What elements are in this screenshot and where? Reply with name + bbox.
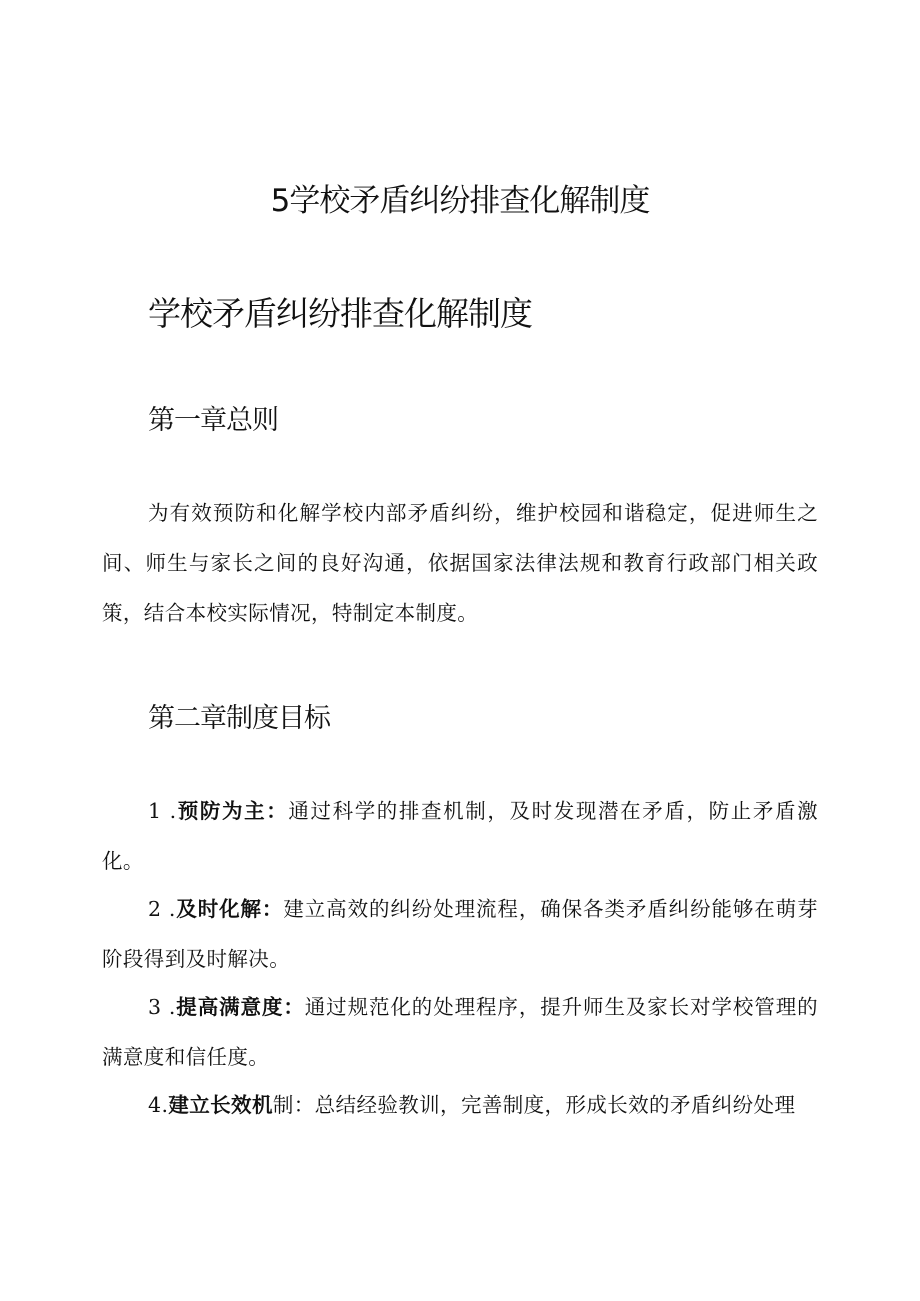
goal-item-title: 提高满意度： xyxy=(175,995,305,1019)
goal-item-number: 4. xyxy=(148,1093,169,1117)
goal-item-title: 预防为主： xyxy=(176,799,289,823)
goal-item xyxy=(102,884,818,984)
goal-item-number: 3 . xyxy=(148,995,176,1019)
document-main-title: 5学校矛盾纠纷排查化解制度 xyxy=(270,183,650,219)
chapter-heading-goals: 第二章制度目标 xyxy=(148,703,330,734)
goal-item-text: 通过科学的排查机制，及时发现潜在矛盾，防止矛盾激化。 xyxy=(102,799,818,873)
chapter-heading-general: 第一章总则 xyxy=(148,405,278,436)
goal-item xyxy=(102,982,818,1082)
goal-item-text: 建立高效的纠纷处理流程，确保各类矛盾纠纷能够在萌芽阶段得到及时解决。 xyxy=(102,897,819,971)
general-provisions-paragraph: 为有效预防和化解学校内部矛盾纠纷，维护校园和谐稳定，促进师生之间、师生与家长之间的良好沟通，依据国家法律法规和教育行政部门相关政策，结合本校实际情况，特制定本制度。 xyxy=(102,501,818,625)
document-sub-title: 学校矛盾纠纷排查化解制度 xyxy=(148,294,532,333)
goal-item-title: 及时化解： xyxy=(175,897,284,921)
goal-item-number: 2 . xyxy=(148,897,176,921)
goal-item xyxy=(102,1080,818,1130)
goal-item-title: 建立长效机 xyxy=(168,1093,273,1117)
goal-item-text: 通过规范化的处理程序，提升师生及家长对学校管理的满意度和信任度。 xyxy=(102,995,818,1069)
goal-item-number: 1 . xyxy=(148,799,177,823)
goal-item-text: 制：总结经验教训，完善制度，形成长效的矛盾纠纷处理 xyxy=(272,1093,796,1117)
goal-item xyxy=(102,786,818,886)
